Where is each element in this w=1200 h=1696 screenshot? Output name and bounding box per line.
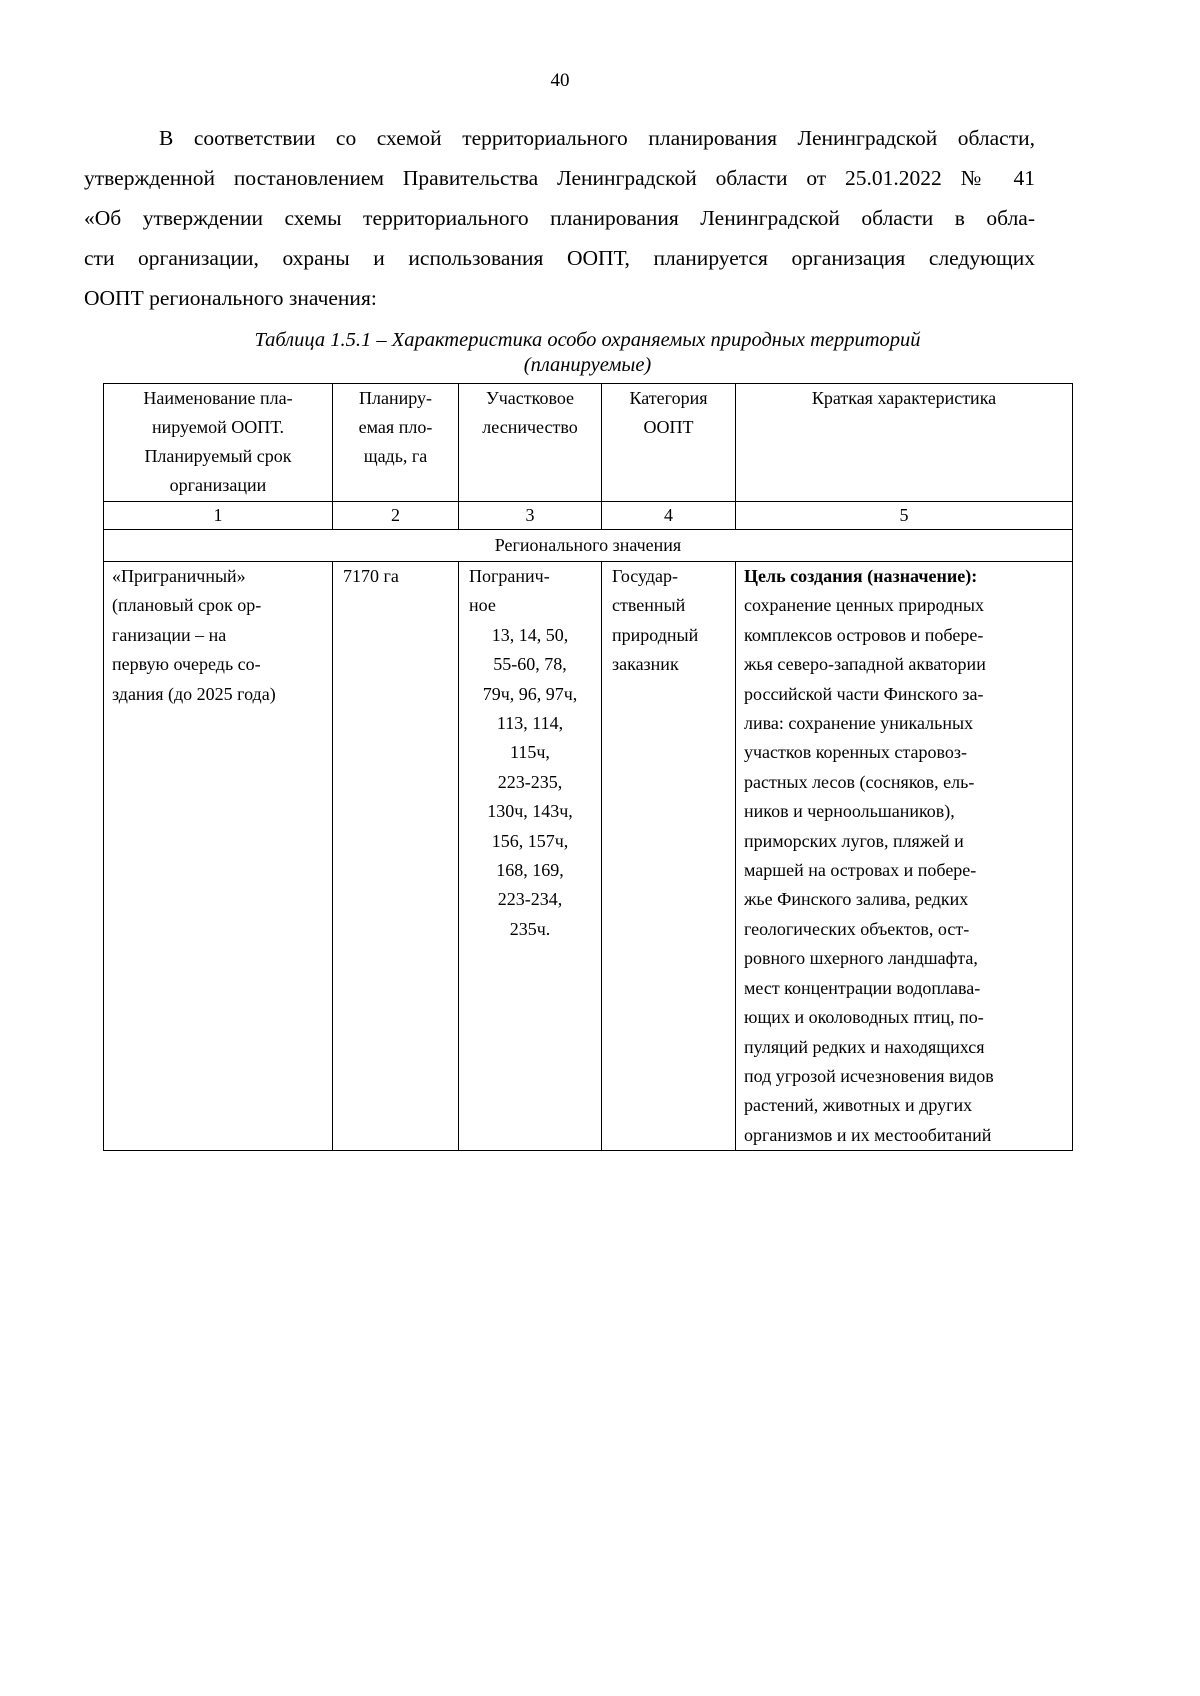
table-caption-title: Таблица 1.5.1 – Характеристика особо охраняемых природных территорий [254,329,921,351]
column-number: 1 [104,502,333,530]
cell-category: Государ- ственный природный заказник [602,562,736,1151]
cell-forestry: Погранич- ное 13, 14, 50, 55-60, 78, 79ч, 96, 97ч, 113, 114, 115ч, 223-235, 130ч, 143ч, 156, 157ч, 168, 169, 223-234, 235ч. [459,562,602,1151]
header-area: Планиру- емая пло- щадь, га [333,384,459,502]
intro-line: «Об утверждении схемы территориального планирования Ленинградской области в обла- [84,206,1035,230]
header-description: Краткая характеристика [736,384,1073,502]
table-row [104,562,1073,1151]
intro-line: сти организации, охраны и использования ООПТ, планируется организация следующих [84,246,1035,270]
page-number: 40 [550,70,570,91]
header-forestry: Участковое лесничество [459,384,602,502]
intro-line: ООПТ регионального значения: [84,286,377,310]
oopt-table [103,383,1073,1151]
intro-line: В соответствии со схемой территориального планирования Ленинградской области, [159,126,1035,150]
column-number-row [104,502,1073,530]
cell-description: Цель создания (назначение): сохранение ценных природных комплексов островов и побере- жья северо-западной акватории российской части Финского за- лива: сохранение уникальных участков коренных старовоз- растных лесов (сосняков, ель- ников и черноольшаников), приморских лугов, пляжей и маршей на островах и побере- жье Финского залива, редких геологических объектов, ост- ровного шхерного ландшафта, мест концентрации водоплава- ющих и околоводных птиц, по- пуляций редких и находящихся под угрозой исчезновения видов растений, животных и других организмов и их местообитаний [736,562,1073,1151]
table-caption-subtitle: (планируемые) [523,354,652,376]
intro-line: утвержденной постановлением Правительства Ленинградской области от 25.01.2022 № 41 [84,166,1035,190]
column-number: 2 [333,502,459,530]
column-number: 4 [602,502,736,530]
section-title: Регионального значения [104,530,1073,562]
table-caption [103,328,1072,378]
column-number: 3 [459,502,602,530]
header-category: Категория ООПТ [602,384,736,502]
cell-area: 7170 га [333,562,459,1151]
intro-paragraph [84,118,1035,318]
goal-label: Цель создания (назначение): [744,566,978,586]
column-number: 5 [736,502,1073,530]
table-header-row [104,384,1073,502]
header-name: Наименование пла- нируемой ООПТ. Планируемый срок организации [104,384,333,502]
cell-name: «Приграничный» (плановый срок ор- ганизации – на первую очередь со- здания (до 2025 года) [104,562,333,1151]
section-row [104,530,1073,562]
